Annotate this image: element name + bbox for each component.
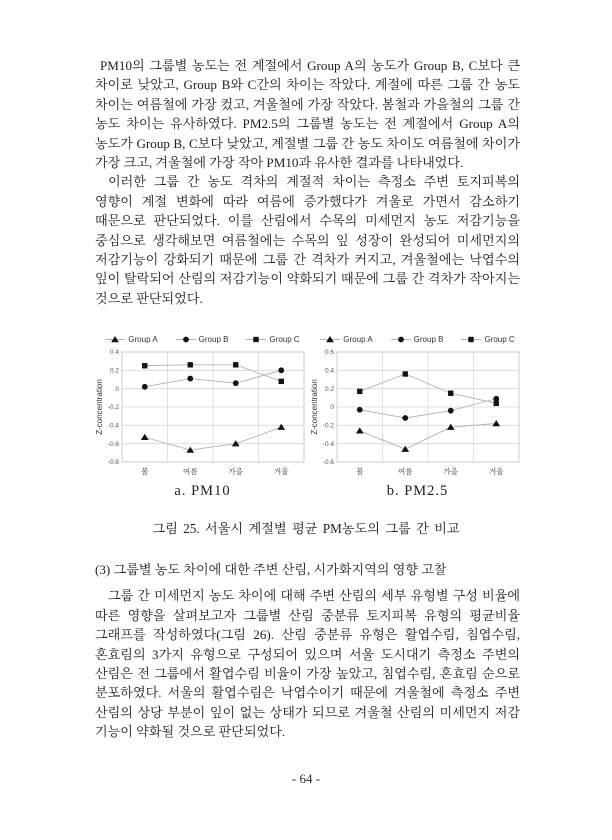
y-tick-label: -0.2 xyxy=(322,422,334,430)
data-point-group-a xyxy=(141,434,149,440)
body-text-bottom xyxy=(95,560,520,742)
circle-legend-icon xyxy=(176,335,196,344)
data-point-group-c xyxy=(279,379,284,384)
y-tick-label: -0.4 xyxy=(322,440,334,448)
y-tick-label: 0.2 xyxy=(109,367,119,375)
data-point-group-c xyxy=(357,389,362,394)
data-point-group-a xyxy=(492,420,500,426)
y-tick-label: 0 xyxy=(115,385,119,393)
data-point-group-b xyxy=(357,407,363,413)
chart-pm10 xyxy=(95,331,310,500)
data-point-group-c xyxy=(403,371,408,376)
figure-caption: 그림 25. 서울시 계절별 평균 PM농도의 그룹 간 비교 xyxy=(152,521,460,536)
chart-legend xyxy=(310,331,525,347)
x-tick-label: 봄 xyxy=(356,467,364,476)
legend-label: Group A xyxy=(343,334,373,344)
chart-plot xyxy=(310,347,525,481)
data-point-group-a xyxy=(277,424,285,430)
y-tick-label: 0.4 xyxy=(109,349,119,357)
legend-item-group-b xyxy=(391,335,444,344)
legend-label: Group C xyxy=(484,334,515,344)
square-legend-marker xyxy=(254,336,259,341)
data-point-group-b xyxy=(448,408,454,414)
data-point-group-b xyxy=(187,376,193,382)
body-text-top xyxy=(95,56,520,308)
data-point-group-a xyxy=(356,427,364,433)
legend-item-group-a xyxy=(105,335,157,344)
square-legend-icon xyxy=(461,335,481,344)
legend-item-group-c xyxy=(246,335,299,344)
square-legend-marker xyxy=(469,336,474,341)
chart-legend xyxy=(95,331,310,347)
chart-pm25 xyxy=(310,331,525,500)
chart-plot xyxy=(95,347,310,481)
y-tick-label: 0 xyxy=(330,404,334,412)
data-point-group-b xyxy=(233,380,239,386)
triangle-legend-icon xyxy=(320,335,340,344)
circle-legend-marker xyxy=(183,336,189,342)
page-number: - 64 - xyxy=(291,771,321,786)
paragraph-2: 이러한 그룹 간 농도 격차의 계절적 차이는 측정소 주변 토지피복의 영향이 계절 변화에 따라 여름에 증가했다가 겨울로 가면서 감소하기 때문으로 판단되었다. 이를 산림에서 수목의 미세먼지 농도 저감기능을 중심으로 생각해보면 여름철에는 수목의 잎 성장이 완성되어 미세먼지의 저감기능이 강화되기 때문에 그룹 간 격차가 커지고, 겨울철에는 낙엽수의 잎이 탈락되어 산림의 저감기능이 약화되기 때문에 그룹 간 격차가 작아지는 것으로 판단되었다. xyxy=(95,174,520,306)
legend-item-group-b xyxy=(176,335,229,344)
legend-label: Group A xyxy=(128,334,158,344)
x-tick-label: 여름 xyxy=(398,467,413,476)
paragraph-1: PM10의 그룹별 농도는 전 계절에서 Group A의 농도가 Group B, C보다 큰 차이로 낮았고, Group B와 C간의 차이는 작았다. 계절에 따른 그룹 간 농도 차이는 여름철에 가장 컸고, 겨울철에 가장 작았다. 봄철과 가을철의 그룹 간 농도 차이는 유사하였다. PM2.5의 그룹별 농도는 전 계절에서 Group A의 농도가 Group B, C보다 낮았고, 계절별 그룹 간 농도 차이도 여름철에 차이가 가장 크고, 겨울철에 가장 작아 PM10과 유사한 결과를 나타내었다. xyxy=(95,58,520,171)
y-tick-label: -0.4 xyxy=(107,422,119,430)
y-axis-label: Z-concentration xyxy=(310,379,319,435)
y-tick-label: 0.4 xyxy=(324,367,334,375)
chart-subcaption-a: a. PM10 xyxy=(174,483,231,499)
circle-legend-marker xyxy=(398,336,404,342)
legend-item-group-c xyxy=(461,335,514,344)
y-axis-label: Z-concentration xyxy=(95,379,104,435)
x-tick-label: 가을 xyxy=(443,467,458,476)
y-tick-label: -0.6 xyxy=(322,459,334,467)
data-point-group-c xyxy=(494,401,499,406)
x-tick-label: 겨울 xyxy=(274,467,289,476)
square-legend-icon xyxy=(246,335,266,344)
chart-subcaption-b: b. PM2.5 xyxy=(386,483,449,499)
data-point-group-a xyxy=(401,446,409,452)
triangle-legend-icon xyxy=(105,335,125,344)
legend-label: Group C xyxy=(269,334,300,344)
circle-legend-icon xyxy=(391,335,411,344)
legend-label: Group B xyxy=(198,334,229,344)
data-point-group-c xyxy=(233,362,238,367)
y-tick-label: -0.8 xyxy=(107,459,119,467)
data-point-group-c xyxy=(448,391,453,396)
legend-label: Group B xyxy=(413,334,444,344)
y-tick-label: -0.6 xyxy=(107,440,119,448)
legend-item-group-a xyxy=(320,335,372,344)
data-point-group-c xyxy=(188,362,193,367)
x-tick-label: 여름 xyxy=(183,467,198,476)
y-tick-label: -0.2 xyxy=(107,404,119,412)
data-point-group-b xyxy=(402,415,408,421)
x-tick-label: 봄 xyxy=(141,467,149,476)
figure-charts xyxy=(95,331,525,500)
data-point-group-b xyxy=(142,384,148,390)
x-tick-label: 가을 xyxy=(228,467,243,476)
section-heading: (3) 그룹별 농도 차이에 대한 주변 산림, 시가화지역의 영향 고찰 xyxy=(95,562,447,577)
data-point-group-c xyxy=(142,363,147,368)
data-point-group-b xyxy=(278,367,284,373)
y-tick-label: 0.2 xyxy=(324,385,334,393)
y-tick-label: 0.6 xyxy=(324,349,334,357)
paragraph-3: 그룹 간 미세먼지 농도 차이에 대해 주변 산림의 세부 유형별 구성 비율에 따른 영향을 살펴보고자 그룹별 산림 중분류 토지피복 유형의 평균비율 그래프를 작성하였다(그림 26). 산림 중분류 유형은 활엽수림, 침엽수림, 혼효림의 3가지 유형으로 구성되어 있으며 서울 도시대기 측정소 주변의 산림은 전 그룹에서 활엽수림 비율이 가장 높았고, 침엽수림, 혼효림 순으로 분포하였다. 서울의 활엽수림은 낙엽수이기 때문에 겨울철에 측정소 주변 산림의 상당 부분이 잎이 없는 상태가 되므로 겨울철 산림의 미세먼지 저감 기능이 약화될 것으로 판단되었다. xyxy=(95,588,520,740)
x-tick-label: 겨울 xyxy=(489,467,504,476)
